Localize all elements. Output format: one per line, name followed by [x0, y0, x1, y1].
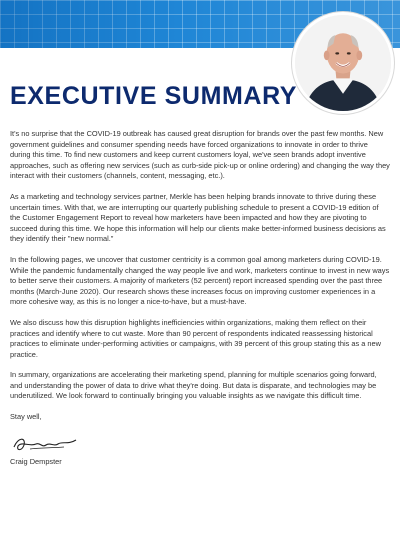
author-portrait-image [295, 15, 391, 111]
summary-paragraph: In the following pages, we uncover that customer centricity is a common goal among marketers during COVID-19. While the pandemic fundamentally changed the way people live and work, marketers continue to invest in new ways to better serve their customers. A majority of marketers (52 percent) report increased spending over the past three months (March-June 2020). Our research shows these increases focus on improving customer experiences in a more cohesive way, as this is no longer a nice-to-have, but a must-have. [10, 254, 390, 307]
signature-graphic [10, 433, 80, 455]
summary-paragraph: It's no surprise that the COVID-19 outbreak has caused great disruption for brands over the past few months. New government guidelines and consumer spending needs have forced organizations to innovate in order to thrive during this time. To find new customers and keep current customers loyal, we've seen brands adopt inventive approaches, such as offering new services (such as curb-side pick-up or online ordering) and changing the way they interact with their customers (channels, content, messaging, etc.). [10, 129, 390, 181]
page-title: EXECUTIVE SUMMARY [10, 82, 298, 110]
author-name: Craig Dempster [10, 456, 62, 466]
author-portrait [292, 12, 394, 114]
signoff-text: Stay well, [10, 412, 42, 422]
summary-paragraph: In summary, organizations are accelerating their marketing spend, planning for multiple scenarios going forward, and understanding the power of data to drive what they're doing. But data is disparate, and technologies may be underutilized. We look forward to continually bringing you valuable insights as we navigate this difficult time. [10, 370, 377, 401]
summary-paragraph: As a marketing and technology services partner, Merkle has been helping brands innovate to thrive during these uncertain times. With that, we are interrupting our quarterly publishing schedule to present a COVID-19 edition of the Customer Engagement Report to reveal how marketers have been impacted and how they are pivoting to succeed during this time. We hope this information will help our clients make better-informed business decisions as they identify their "new normal." [10, 191, 386, 244]
summary-body [10, 129, 390, 477]
summary-paragraph: We also discuss how this disruption highlights inefficiencies within organizations, making them reflect on their practices and identify where to cut waste. More than 90 percent of respondents indicated reassessing historical practices to eliminate under-performing activities or campaigns, with 39 percent of this group stating this as a new practice. [10, 317, 381, 359]
